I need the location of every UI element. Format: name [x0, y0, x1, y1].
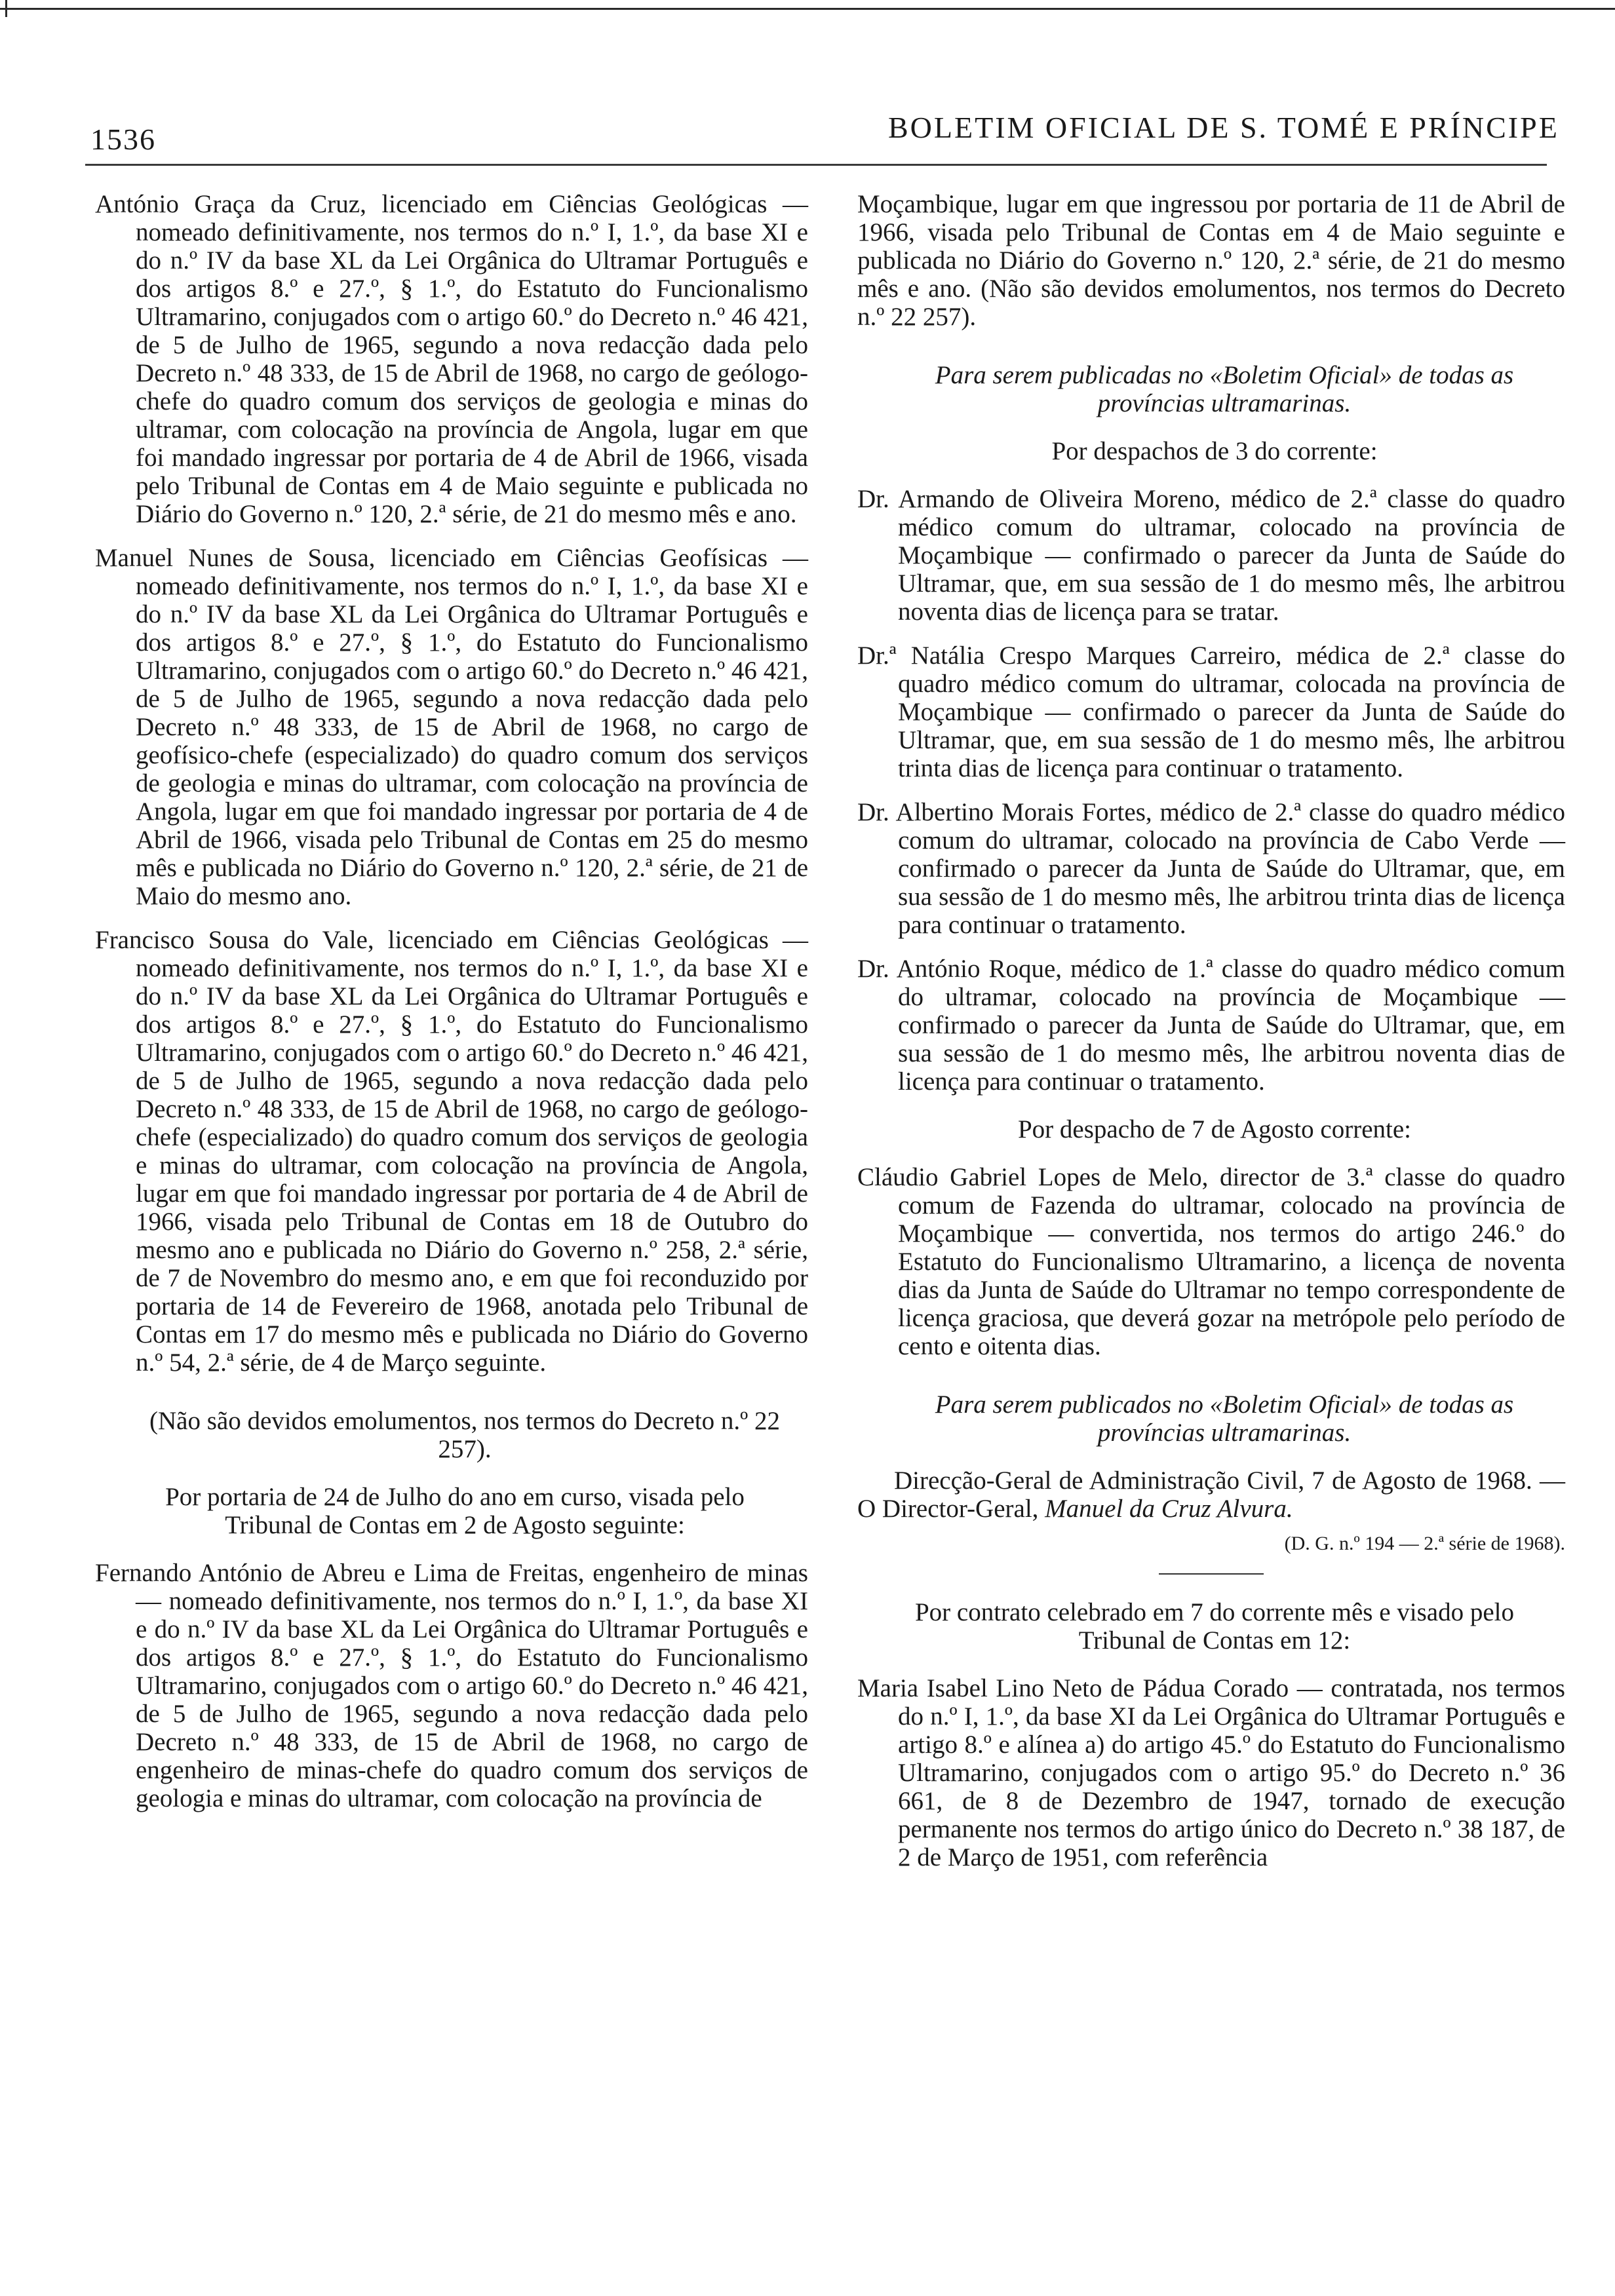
- section-lead: Por portaria de 24 de Julho do ano em curso, visada pelo Tribunal de Contas em 2 de Agosto seguinte:: [165, 1483, 745, 1539]
- place-date-signature: [857, 1466, 1565, 1523]
- signature: Manuel da Cruz Alvura.: [1045, 1495, 1293, 1523]
- section-lead: Por contrato celebrado em 7 do corrente mês e visado pelo Tribunal de Contas em 12:: [914, 1598, 1514, 1655]
- appointment-entry: Manuel Nunes de Sousa, licenciado em Ciências Geofísicas — nomeado definitivamente, nos termos do n.º I, 1.º, da base XI e do n.º IV da base XL da Lei Orgânica do Ultramar Português e dos artigos 8.º e 27.º, § 1.º, do Estatuto do Funcionalismo Ultramarino, conjugados com o artigo 60.º do Decreto n.º 46 421, de 5 de Julho de 1965, segundo a nova redacção dada pelo Decreto n.º 48 333, de 15 de Abril de 1968, no cargo de geofísico-chefe (especializado) do quadro comum dos serviços de geologia e minas do ultramar, com colocação na província de Angola, lugar em que foi mandado ingressar por portaria de 4 de Abril de 1966, visada pelo Tribunal de Contas em 25 do mesmo mês e publicada no Diário do Governo n.º 120, 2.ª série, de 21 de Maio do mesmo ano.: [95, 544, 808, 910]
- leave-entry: Dr. António Roque, médico de 1.ª classe do quadro médico comum do ultramar, colocado na província de Moçambique — confirmado o parecer da Junta de Saúde do Ultramar, que, em sua sessão de 1 do mesmo mês, lhe arbitrou noventa dias de licença para continuar o tratamento.: [857, 955, 1565, 1096]
- section-lead: Por despachos de 3 do corrente:: [1051, 437, 1378, 465]
- place-date: Direcção-Geral de Administração Civil, 7 de Agosto de 1968. — O Director-Geral,: [857, 1466, 1565, 1523]
- page-number: 1536: [90, 123, 156, 156]
- left-column: [95, 190, 808, 1828]
- leave-entry: Cláudio Gabriel Lopes de Melo, director de 3.ª classe do quadro comum de Fazenda do ultramar, colocado na província de Moçambique — convertida, nos termos do artigo 246.º do Estatuto do Funcionalismo Ultramarino, a licença de noventa dias da Junta de Saúde do Ultramar no tempo correspondente de licença graciosa, que deverá gozar na metrópole pelo período de cento e oitenta dias.: [857, 1163, 1565, 1360]
- leave-entry: Dr.ª Natália Crespo Marques Carreiro, médica de 2.ª classe do quadro médico comum do ultramar, colocada na província de Moçambique — confirmado o parecer da Junta de Saúde do Ultramar, que, em sua sessão de 1 do mesmo mês, lhe arbitrou trinta dias de licença para continuar o tratamento.: [857, 641, 1565, 782]
- header-rule: [85, 164, 1547, 166]
- right-column: [857, 190, 1565, 1887]
- leave-entry: Dr. Albertino Morais Fortes, médico de 2.ª classe do quadro médico comum do ultramar, colocado na província de Cabo Verde — confirmado o parecer da Junta de Saúde do Ultramar, que, em sua sessão de 1 do mesmo mês, lhe arbitrou trinta dias de licença para continuar o tratamento.: [857, 798, 1565, 939]
- appointment-entry: Francisco Sousa do Vale, licenciado em Ciências Geológicas — nomeado definitivamente, nos termos do n.º I, 1.º, da base XI e do n.º IV da base XL da Lei Orgânica do Ultramar Português e dos artigos 8.º e 27.º, § 1.º, do Estatuto do Funcionalismo Ultramarino, conjugados com o artigo 60.º do Decreto n.º 46 421, de 5 de Julho de 1965, segundo a nova redacção dada pelo Decreto n.º 48 333, de 15 de Abril de 1968, no cargo de geólogo-chefe (especializado) do quadro comum dos serviços de geologia e minas do ultramar, com colocação na província de Angola, lugar em que foi mandado ingressar por portaria de 4 de Abril de 1966, visada pelo Tribunal de Contas em 18 de Outubro do mesmo ano e publicada no Diário do Governo n.º 258, 2.ª série, de 7 de Novembro do mesmo ano, e em que foi reconduzido por portaria de 14 de Fevereiro de 1968, anotada pelo Tribunal de Contas em 17 do mesmo mês e publicada no Diário do Governo n.º 54, 2.ª série, de 4 de Março seguinte.: [95, 926, 808, 1377]
- section-divider: [1159, 1573, 1264, 1575]
- emolument-note: (Não são devidos emolumentos, nos termos do Decreto n.º 22 257).: [149, 1407, 780, 1463]
- section-lead: Por despacho de 7 de Agosto corrente:: [1017, 1115, 1411, 1143]
- contract-entry: Maria Isabel Lino Neto de Pádua Corado — contratada, nos termos do n.º I, 1.º, da base XI da Lei Orgânica do Ultramar Português e artigo 8.º e alínea a) do artigo 45.º do Estatuto do Funcionalismo Ultramarino, conjugados com o artigo 95.º do Decreto n.º 36 661, de 8 de Dezembro de 1947, tornado de execução permanente nos termos do artigo único do Decreto n.º 38 187, de 2 de Março de 1951, com referência: [857, 1674, 1565, 1871]
- publication-note: Para serem publicadas no «Boletim Oficial» de todas as províncias ultramarinas.: [935, 361, 1514, 417]
- appointment-entry: Fernando António de Abreu e Lima de Freitas, engenheiro de minas — nomeado definitivamente, nos termos do n.º I, 1.º, da base XI e do n.º IV da base XL da Lei Orgânica do Ultramar Português e dos artigos 8.º e 27.º, § 1.º, do Estatuto do Funcionalismo Ultramarino, conjugados com o artigo 60.º do Decreto n.º 46 421, de 5 de Julho de 1965, segundo a nova redacção dada pelo Decreto n.º 48 333, de 15 de Abril de 1968, no cargo de engenheiro de minas-chefe do quadro comum dos serviços de geologia e minas do ultramar, com colocação na província de: [95, 1559, 808, 1812]
- top-rule: [0, 8, 1615, 10]
- running-head: BOLETIM OFICIAL DE S. TOMÉ E PRÍNCIPE: [888, 111, 1559, 144]
- appointment-entry: António Graça da Cruz, licenciado em Ciências Geológicas — nomeado definitivamente, nos termos do n.º I, 1.º, da base XI e do n.º IV da base XL da Lei Orgânica do Ultramar Português e dos artigos 8.º e 27.º, § 1.º, do Estatuto do Funcionalismo Ultramarino, conjugados com o artigo 60.º do Decreto n.º 46 421, de 5 de Julho de 1965, segundo a nova redacção dada pelo Decreto n.º 48 333, de 15 de Abril de 1968, no cargo de geólogo-chefe do quadro comum dos serviços de geologia e minas do ultramar, com colocação na província de Angola, lugar em que foi mandado ingressar por portaria de 4 de Abril de 1966, visada pelo Tribunal de Contas em 4 de Maio seguinte e publicada no Diário do Governo n.º 120, 2.ª série, de 21 do mesmo mês e ano.: [95, 190, 808, 528]
- leave-entry: Dr. Armando de Oliveira Moreno, médico de 2.ª classe do quadro médico comum do ultramar, colocado na província de Moçambique — confirmado o parecer da Junta de Saúde do Ultramar, que, em sua sessão de 1 do mesmo mês, lhe arbitrou noventa dias de licença para se tratar.: [857, 485, 1565, 626]
- continuation-entry: Moçambique, lugar em que ingressou por portaria de 11 de Abril de 1966, visada pelo Tribunal de Contas em 4 de Maio seguinte e publicada no Diário do Governo n.º 120, 2.ª série, de 21 do mesmo mês e ano. (Não são devidos emolumentos, nos termos do Decreto n.º 22 257).: [857, 190, 1565, 331]
- gazette-reference: (D. G. n.º 194 — 2.ª série de 1968).: [1284, 1533, 1565, 1554]
- publication-note: Para serem publicados no «Boletim Oficial» de todas as províncias ultramarinas.: [935, 1390, 1514, 1447]
